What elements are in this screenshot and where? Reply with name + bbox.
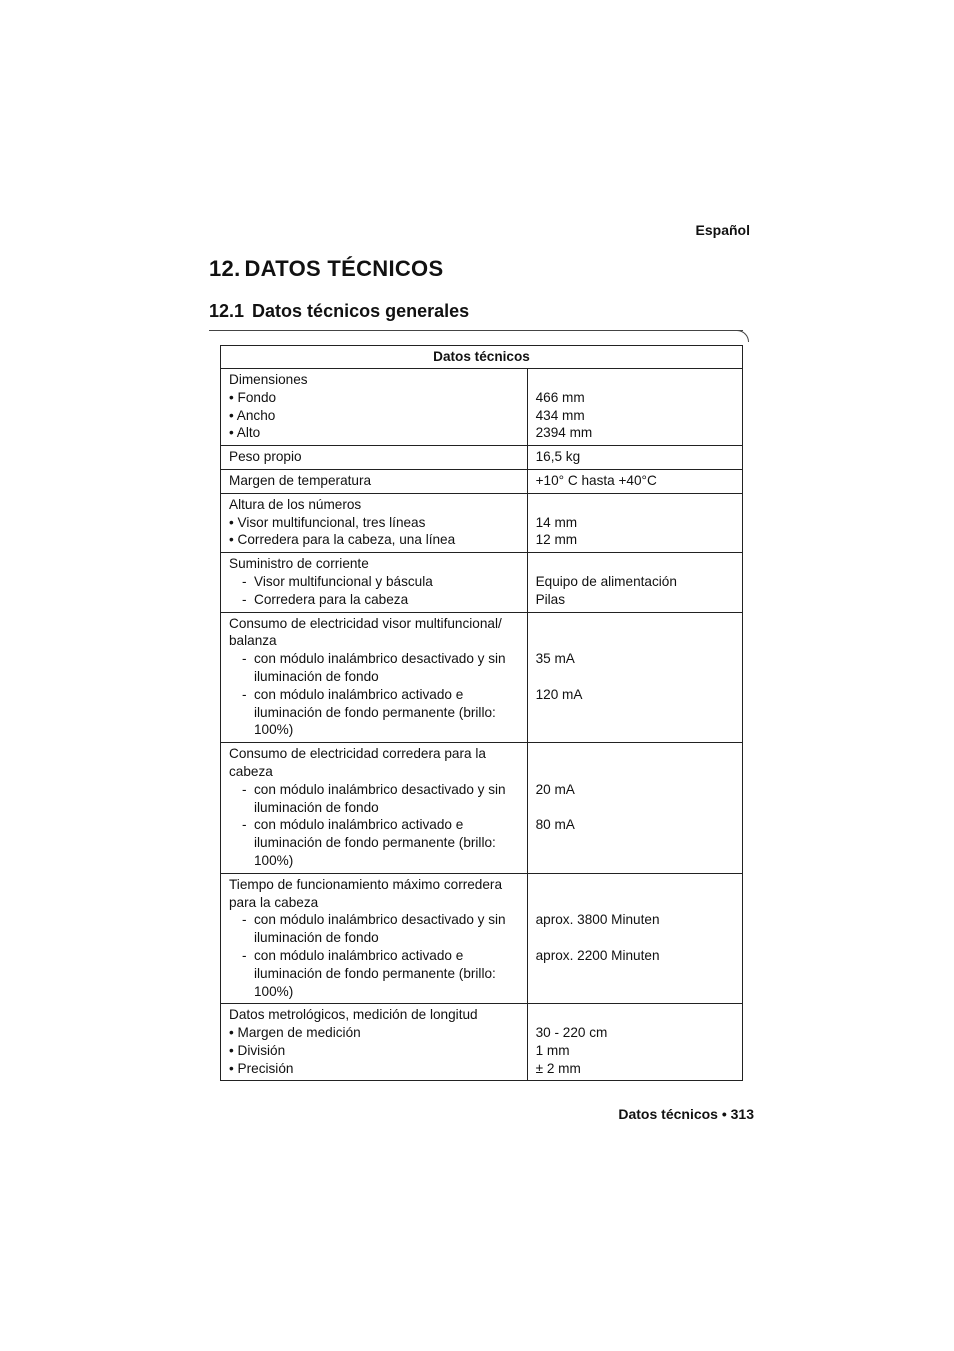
row-item-text: con módulo inalámbrico desactivado y sin iluminación de fondo [254,912,506,946]
row-label: Altura de los números [229,496,362,512]
section-heading [209,301,469,322]
row-value-cell [527,369,742,446]
row-value: 12 mm [535,532,578,548]
row-label: Tiempo de funcionamiento máximo corredera para la cabeza [229,876,503,910]
row-value-cell [527,553,742,612]
section-rule-corner [735,330,749,342]
row-label: Margen de temperatura [229,472,372,488]
row-label-cell [221,553,528,612]
row-value: 2394 mm [535,425,593,441]
row-item: - con módulo inalámbrico activado e iluminación de fondo permanente (brillo: 100%) [229,816,519,869]
row-value [536,555,734,573]
row-item-text: Corredera para la cabeza [254,591,409,607]
row-item: • División [229,1042,286,1058]
row-value: aprox. 2200 Minuten [535,947,660,963]
page-footer: Datos técnicos • 313 [618,1106,754,1122]
technical-data-table [220,345,743,1081]
section-title: Datos técnicos generales [252,301,470,321]
row-item: • Fondo [229,389,277,405]
row-label: Consumo de electricidad visor multifuncional/ balanza [229,615,502,649]
row-label: Datos metrológicos, medición de longitud [229,1007,478,1023]
row-item-text: con módulo inalámbrico desactivado y sin iluminación de fondo [254,651,506,684]
row-item-text: con módulo inalámbrico activado e iluminación de fondo permanente (brillo: 100%) [254,817,496,868]
row-label-cell [221,369,528,446]
row-label-cell [221,446,528,470]
table-row [221,469,743,493]
row-value: 120 mA [535,686,583,702]
chapter-number: 12. [209,256,241,281]
row-label-cell [221,743,528,874]
row-item-text: con módulo inalámbrico activado e iluminación de fondo permanente (brillo: 100%) [254,947,496,999]
row-item: - Visor multifuncional y báscula [229,573,519,591]
row-item: • Corredera para la cabeza, una línea [229,532,456,548]
table-row [221,612,743,743]
row-item: - con módulo inalámbrico desactivado y sin iluminación de fondo [229,911,519,947]
row-value: 80 mA [535,817,575,833]
row-item: - con módulo inalámbrico desactivado y sin iluminación de fondo [229,650,519,686]
row-label: Suministro de corriente [229,556,369,572]
row-value: 1 mm [535,1042,570,1058]
row-value-cell [527,469,742,493]
row-item: • Visor multifuncional, tres líneas [229,514,426,530]
language-label: Español [695,222,750,238]
row-value: 30 - 220 cm [535,1025,608,1041]
table-row [221,493,743,552]
row-value: 466 mm [535,389,585,405]
table-row [221,873,743,1004]
row-value-cell [527,493,742,552]
row-value-cell [527,612,742,743]
row-item: - con módulo inalámbrico desactivado y sin iluminación de fondo [229,781,519,817]
row-label-cell [221,612,528,743]
row-item-text: con módulo inalámbrico desactivado y sin iluminación de fondo [254,781,506,815]
row-label-cell [221,493,528,552]
row-label: Dimensiones [229,372,308,387]
row-value [536,1006,734,1024]
row-value: 35 mA [535,651,575,667]
table-row [221,369,743,446]
row-value: 434 mm [535,407,585,423]
row-value-cell [527,873,742,1004]
row-label: Peso propio [229,449,302,465]
table-row [221,1004,743,1081]
row-item: • Alto [229,425,261,441]
row-value [536,496,734,514]
row-label-cell [221,1004,528,1081]
section-rule [209,330,743,331]
row-value: 16,5 kg [535,449,581,465]
row-label-cell [221,469,528,493]
row-value: +10° C hasta +40°C [535,472,657,488]
row-value: aprox. 3800 Minuten [535,912,660,928]
row-value: Equipo de alimentación [535,573,677,589]
row-value [536,371,734,389]
row-item: • Precisión [229,1060,294,1076]
row-item: - Corredera para la cabeza [229,591,519,609]
chapter-heading [209,256,443,282]
row-item: • Ancho [229,407,276,423]
chapter-title: DATOS TÉCNICOS [244,256,444,281]
row-item-text: con módulo inalámbrico activado e iluminación de fondo permanente (brillo: 100%) [254,686,496,738]
row-label-cell [221,873,528,1004]
row-item: • Margen de medición [229,1025,361,1041]
row-item-text: Visor multifuncional y báscula [254,573,433,589]
row-value: Pilas [535,591,566,607]
row-value-cell [527,446,742,470]
row-value-cell [527,743,742,874]
row-label: Consumo de electricidad corredera para la cabeza [229,746,486,779]
row-value: 20 mA [535,781,575,797]
table-header: Datos técnicos [221,346,743,369]
row-item: - con módulo inalámbrico activado e iluminación de fondo permanente (brillo: 100%) [229,686,519,739]
row-value: ± 2 mm [535,1060,581,1076]
row-value: 14 mm [535,514,578,530]
table-row [221,553,743,612]
row-item: - con módulo inalámbrico activado e iluminación de fondo permanente (brillo: 100%) [229,947,519,1000]
table-row [221,446,743,470]
table-row [221,743,743,874]
table-header-row [221,346,743,369]
section-number: 12.1 [209,301,245,321]
row-value-cell [527,1004,742,1081]
